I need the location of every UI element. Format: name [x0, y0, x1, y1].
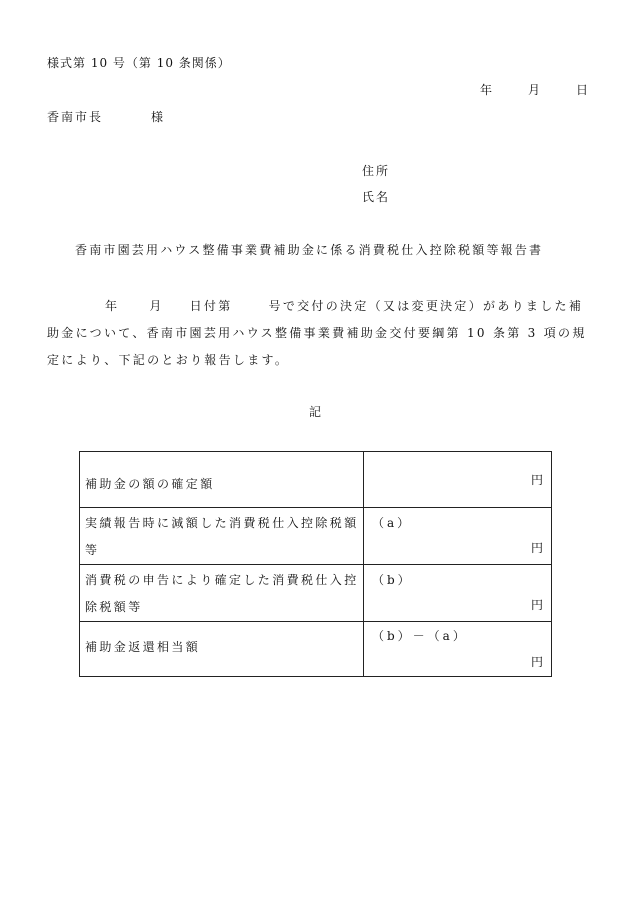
- unit-yen: 円: [530, 473, 545, 487]
- table-value-cell: [364, 565, 552, 622]
- table-row: [80, 565, 552, 622]
- document-title: 香南市園芸用ハウス整備事業費補助金に係る消費税仕入控除税額等報告書: [75, 243, 544, 257]
- addressee: [47, 108, 165, 125]
- date-line: [480, 81, 590, 98]
- row-label: 消費税の申告により確定した消費税仕入控除税額等: [85, 573, 359, 614]
- table-label-cell: [80, 508, 364, 565]
- unit-yen: 円: [530, 598, 545, 612]
- body-year: 年: [105, 299, 120, 313]
- row-note: （b）: [372, 573, 413, 587]
- row-label: 補助金の額の確定額: [85, 477, 215, 491]
- table-value-cell: [364, 452, 552, 508]
- name-label: 氏名: [362, 190, 391, 204]
- addressee-honorific: 様: [151, 110, 166, 124]
- row-note: （b）－（a）: [372, 629, 468, 643]
- body-month: 月: [149, 299, 164, 313]
- form-number: 様式第 10 号（第 10 条関係）: [47, 56, 231, 70]
- addressee-name: 香南市長: [47, 110, 104, 124]
- row-note: （a）: [372, 516, 413, 530]
- table-label-cell: [80, 622, 364, 677]
- table-label-cell: [80, 565, 364, 622]
- table-label-cell: [80, 452, 364, 508]
- unit-yen: 円: [530, 655, 545, 669]
- table-row: [80, 508, 552, 565]
- table-row: [80, 452, 552, 508]
- date-year: 年: [480, 83, 495, 97]
- table-value-cell: [364, 508, 552, 565]
- body-paragraph: [47, 293, 587, 374]
- date-day: 日: [576, 83, 591, 97]
- body-day-prefix: 日付第: [189, 299, 233, 313]
- ki-label: 記: [309, 405, 324, 419]
- date-month: 月: [528, 83, 543, 97]
- report-table: [79, 451, 552, 677]
- unit-yen: 円: [530, 541, 545, 555]
- row-label: 補助金返還相当額: [85, 640, 201, 654]
- body-text: 号で交付の決定（又は変更決定）がありました補助金について、香南市園芸用ハウス整備事業費補助金交付要綱第 10 条第 3 項の規定により、下記のとおり報告します。: [47, 299, 587, 367]
- table-row: [80, 622, 552, 677]
- address-label: 住所: [362, 164, 391, 178]
- table-value-cell: [364, 622, 552, 677]
- row-label: 実績報告時に減額した消費税仕入控除税額等: [85, 516, 359, 557]
